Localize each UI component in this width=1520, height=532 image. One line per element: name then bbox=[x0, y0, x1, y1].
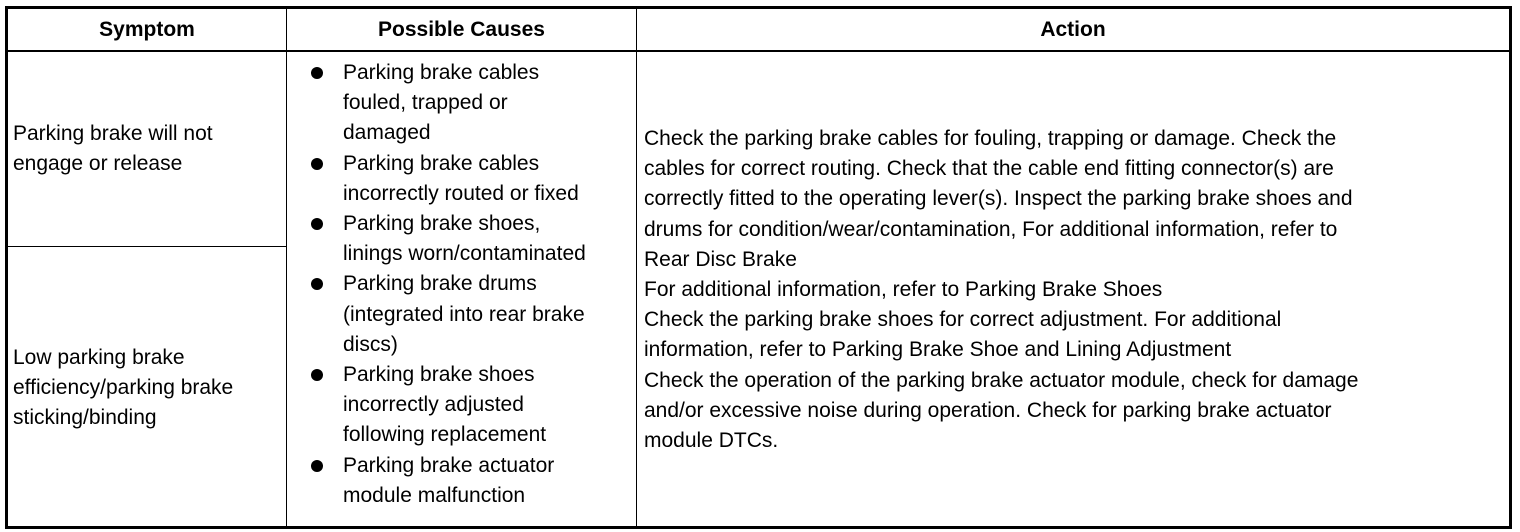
diagnostic-table bbox=[5, 6, 1512, 529]
list-item bbox=[308, 149, 638, 209]
column-divider bbox=[286, 9, 287, 526]
bullet-icon bbox=[311, 67, 323, 79]
header-symptom: Symptom bbox=[99, 18, 195, 41]
action-paragraph: Check the operation of the parking brake actuator module, check for damage and/or excessive noise during operation. Check for parking brake actuator module DTCs. bbox=[644, 368, 1359, 453]
bullet-icon bbox=[311, 278, 323, 290]
bullet-icon bbox=[311, 460, 323, 472]
action-paragraph: Check the parking brake cables for fouling, trapping or damage. Check the cables for correct routing. Check that the cable end fitting connector(s) are correctly fitted to the operating lever(s). Inspect the parking brake shoes and drums for condition/wear/contamination, For additional information, refer to Rear Disc Brake bbox=[644, 127, 1353, 271]
bullet-icon bbox=[311, 158, 323, 170]
causes-list bbox=[308, 58, 638, 511]
list-item bbox=[308, 360, 638, 451]
list-item bbox=[308, 209, 638, 269]
action-cell bbox=[644, 124, 1504, 456]
symptom-cell: Low parking brake efficiency/parking brake sticking/binding bbox=[13, 346, 234, 429]
list-item bbox=[308, 451, 638, 511]
action-paragraph: Check the parking brake shoes for correct adjustment. For additional information, refer to Parking Brake Shoe and Lining Adjustment bbox=[644, 308, 1282, 362]
header-possible-causes: Possible Causes bbox=[378, 18, 545, 41]
cause-text: Parking brake cables fouled, trapped or damaged bbox=[343, 61, 540, 145]
cause-text: Parking brake actuator module malfunction bbox=[343, 453, 555, 507]
bullet-icon bbox=[311, 218, 323, 230]
list-item bbox=[308, 58, 638, 149]
row-divider bbox=[8, 246, 286, 247]
list-item bbox=[308, 269, 638, 360]
symptom-cell: Parking brake will not engage or release bbox=[13, 122, 213, 175]
bullet-icon bbox=[311, 369, 323, 381]
action-paragraph: For additional information, refer to Parking Brake Shoes bbox=[644, 278, 1163, 302]
cause-text: Parking brake shoes incorrectly adjusted following replacement bbox=[343, 363, 547, 447]
header-action: Action bbox=[1040, 18, 1106, 41]
cause-text: Parking brake drums (integrated into rear brake discs) bbox=[343, 272, 585, 356]
cause-text: Parking brake shoes, linings worn/contaminated bbox=[343, 212, 586, 266]
table-header bbox=[8, 9, 1509, 52]
cause-text: Parking brake cables incorrectly routed or fixed bbox=[343, 151, 579, 205]
